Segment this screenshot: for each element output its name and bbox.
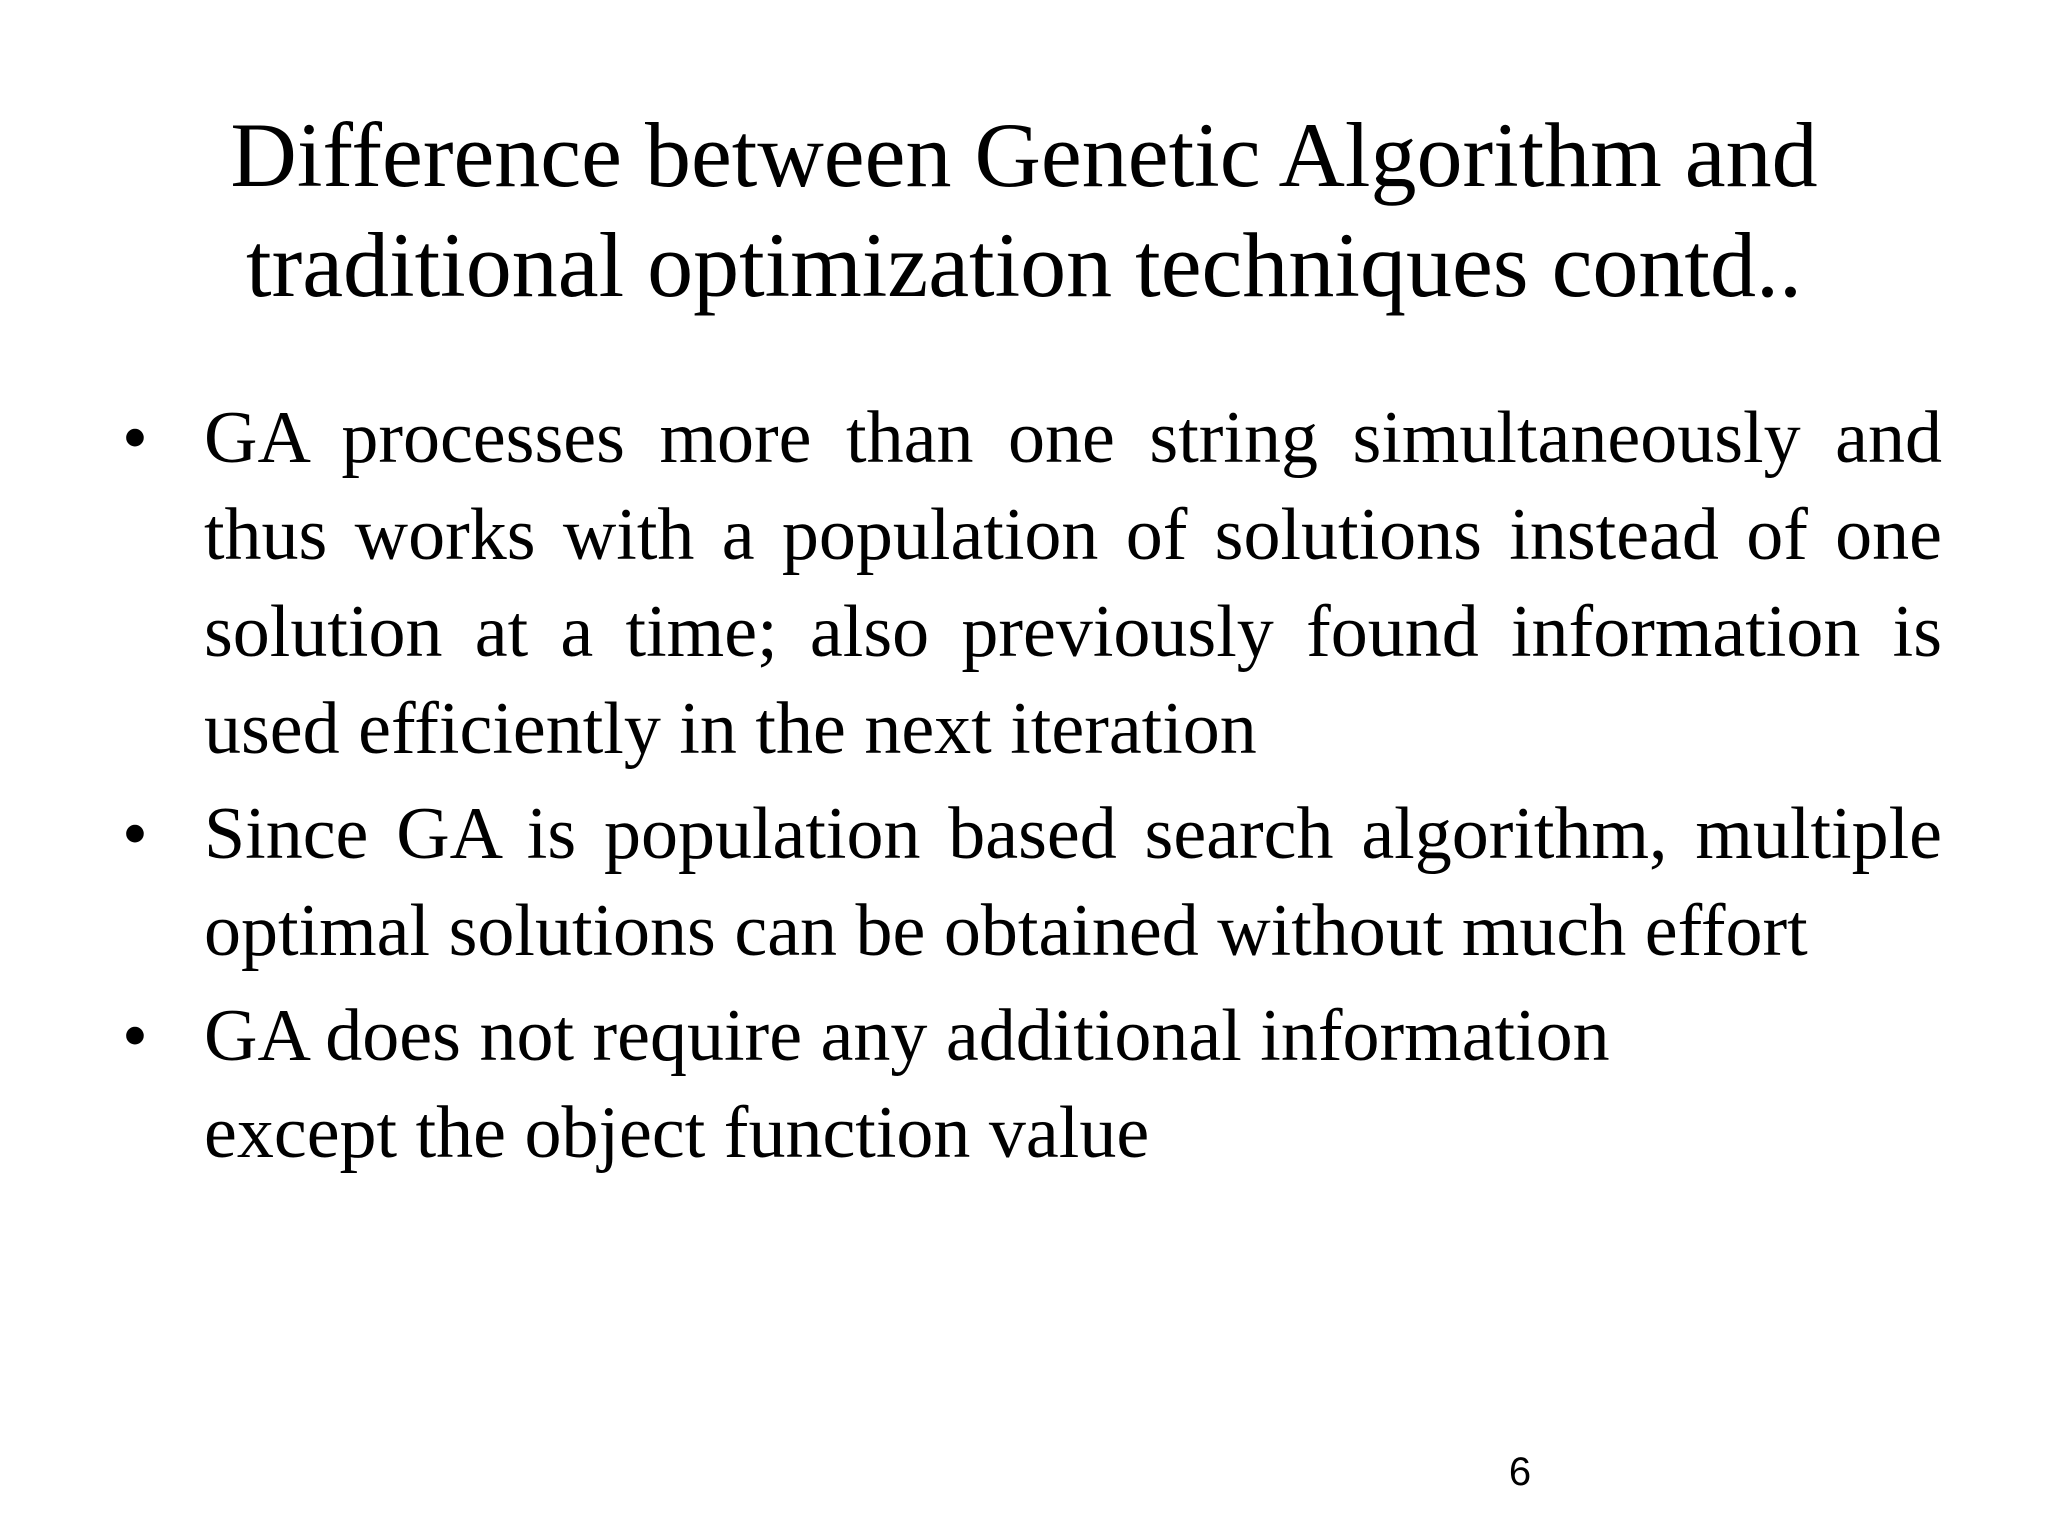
bullet-item-1 <box>122 390 1942 778</box>
bullet-dot-icon: • <box>122 397 148 479</box>
bullet-text-3: GA does not require any additional information except the object function value <box>204 995 1610 1174</box>
bullet-item-3 <box>122 988 1942 1182</box>
bullet-dot-icon: • <box>122 793 148 875</box>
bullet-list <box>122 390 1942 1190</box>
slide-title <box>180 100 1868 320</box>
bullet-dot-icon: • <box>122 995 148 1077</box>
bullet-text-1: GA processes more than one string simultaneously and thus works with a population of solutions instead of one solution at a time; also previously found information is used efficiently in the next iteration <box>204 397 1942 770</box>
bullet-text-2: Since GA is population based search algorithm, multiple optimal solutions can be obtained without much effort <box>204 793 1942 972</box>
bullet-item-2 <box>122 786 1942 980</box>
slide-title-line-1: Difference between Genetic Algorithm and <box>230 104 1818 206</box>
slide-title-line-2: traditional optimization techniques contd.. <box>246 214 1802 316</box>
page-number: 6 <box>1508 1450 1532 1494</box>
